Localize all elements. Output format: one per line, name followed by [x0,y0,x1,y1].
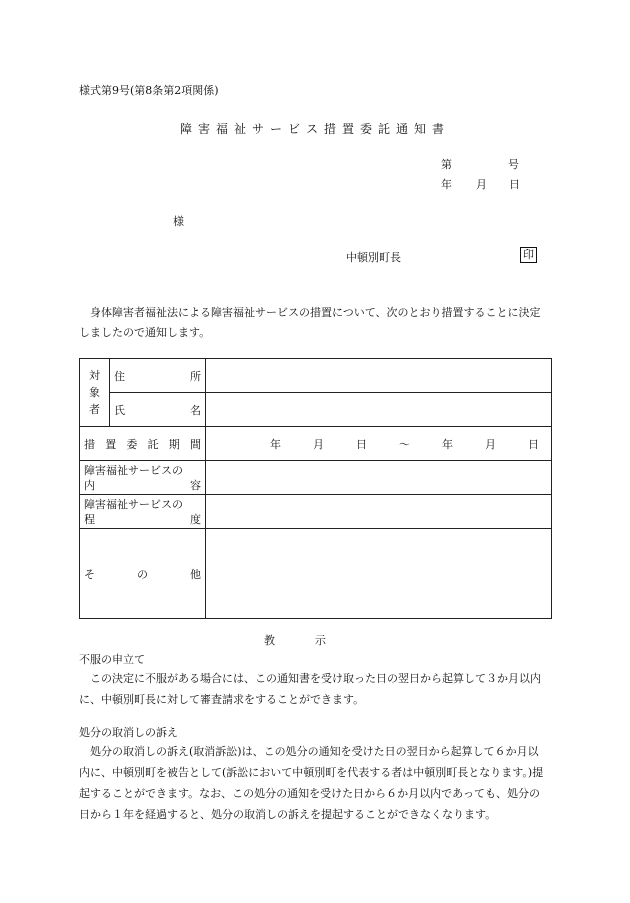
number-dai: 第 [441,158,452,171]
lawsuit-heading: 処分の取消しの訴え [79,726,178,739]
target-label: 対 象 者 [80,359,110,427]
details-table [79,358,552,619]
date-day: 日 [509,178,520,191]
service-content-label: 障害福祉サービスの 内 容 [80,461,206,495]
issuer-name: 中頓別町長 [346,251,401,264]
date-month: 月 [476,178,487,191]
period-field[interactable]: 年 月 日 〜 年 月 日 [206,427,552,461]
seal-mark: 印 [520,247,537,263]
addressee-suffix: 様 [173,215,184,228]
document-date-line [441,176,520,192]
form-number: 様式第9号(第8条第2項関係) [79,84,219,97]
date-year: 年 [441,178,452,191]
address-field[interactable] [206,359,552,393]
body-text: 身体障害者福祉法による障害福祉サービスの措置について、次のとおり措置することに決定しましたので通知します。 [79,306,541,339]
document-number-line [441,156,519,172]
other-field[interactable] [206,529,552,619]
name-label: 氏 名 [110,393,206,427]
objection-heading: 不服の申立て [79,653,145,666]
period-label: 措 置 委 託 期 間 [80,427,206,461]
document-title: 障害福祉サービス措置委託通知書 [179,122,450,136]
address-label: 住 所 [110,359,206,393]
service-content-field[interactable] [206,461,552,495]
instruction-heading: 教示 [264,634,366,647]
lawsuit-text: 処分の取消しの訴え(取消訴訟)は、この処分の通知を受けた日の翌日から起算して６か月以内に、中頓別町を被告として(訴訟において中頓別町を代表する者は中頓別町長となります。)提起することができます。なお、この処分の通知を受けた日から６か月以内であっても、処分の日から１年を経過すると、処分の取消しの訴えを提起することができなくなります。 [79,745,544,821]
name-field[interactable] [206,393,552,427]
service-degree-field[interactable] [206,495,552,529]
service-degree-label: 障害福祉サービスの 程 度 [80,495,206,529]
other-label: そ の 他 [80,529,206,619]
objection-text: この決定に不服がある場合には、この通知書を受け取った日の翌日から起算して３か月以内に、中頓別町長に対して審査請求をすることができます。 [79,672,541,706]
number-go: 号 [508,158,519,171]
